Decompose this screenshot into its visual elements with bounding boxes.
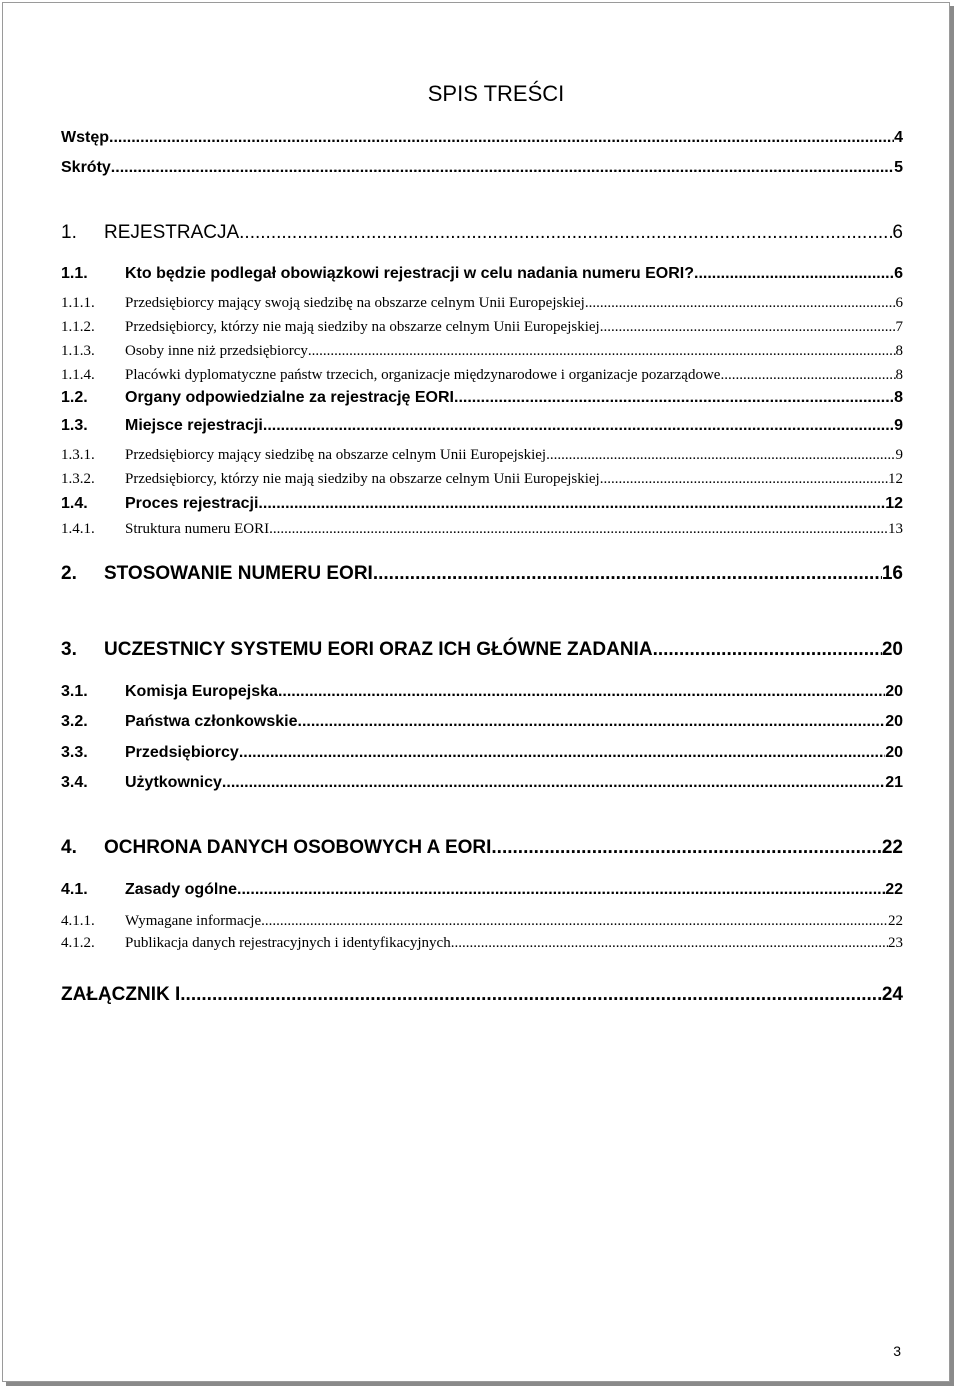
toc-entry[interactable] (61, 563, 903, 585)
toc-leader-dots (603, 471, 888, 488)
toc-entry-page: 6 (892, 222, 903, 243)
toc-entry-number: 3.2. (61, 713, 88, 730)
toc-entry-label: Przedsiębiorcy, którzy nie mają siedziby na obszarze celnym Unii Europejskiej (125, 319, 600, 335)
toc-entry-page: 8 (894, 389, 903, 406)
toc-entry-label: Wymagane informacje (125, 913, 262, 929)
toc-entry-label: STOSOWANIE NUMERU EORI (104, 563, 373, 584)
toc-entry-label: Przedsiębiorcy (125, 744, 239, 761)
toc-entry-page: 16 (881, 563, 903, 584)
toc-entry-number: 3. (61, 639, 77, 660)
toc-entry[interactable] (61, 389, 903, 407)
toc-entry[interactable] (61, 265, 903, 283)
toc-entry-page: 23 (888, 935, 903, 951)
toc-entry[interactable] (61, 159, 903, 177)
document-page (2, 2, 950, 1382)
toc-entry-number: 1.4.1. (61, 521, 95, 537)
toc-entry-number: 4.1.2. (61, 935, 95, 951)
toc-leader-dots (263, 417, 894, 435)
toc-entry-number: 1.1.4. (61, 367, 95, 383)
toc-entry-number: 1.1. (61, 265, 88, 282)
page-number: 3 (893, 1343, 901, 1359)
toc-entry-number: 3.1. (61, 683, 88, 700)
toc-entry-number: 1.4. (61, 495, 88, 512)
toc-entry-label: Przedsiębiorcy mający swoją siedzibę na obszarze celnym Unii Europejskiej (125, 295, 585, 311)
toc-entry-number: 3.3. (61, 744, 88, 761)
toc-entry[interactable] (61, 639, 903, 661)
toc-leader-dots (258, 495, 885, 513)
toc-leader-dots (237, 881, 885, 899)
toc-entry-page: 13 (888, 521, 903, 537)
toc-entry-page: 20 (885, 713, 903, 730)
toc-leader-dots (694, 265, 894, 283)
toc-entry[interactable] (61, 881, 903, 899)
toc-leader-dots (180, 984, 882, 1006)
toc-leader-dots (373, 563, 882, 585)
toc-entry[interactable] (61, 913, 903, 930)
toc-entry-number: 4. (61, 837, 77, 858)
toc-leader-dots (109, 129, 894, 147)
toc-entry[interactable] (61, 129, 903, 147)
toc-leader-dots (111, 159, 894, 177)
toc-leader-dots (585, 295, 896, 312)
toc-entry[interactable] (61, 367, 903, 384)
toc-leader-dots (451, 935, 888, 952)
toc-leader-dots (239, 744, 885, 762)
toc-entry-page: 8 (895, 367, 903, 383)
toc-entry[interactable] (61, 319, 903, 336)
toc-entry-label: Przedsiębiorcy mający siedzibę na obszarze celnym Unii Europejskiej. (125, 447, 550, 463)
toc-entry-number: 1.1.3. (61, 343, 95, 359)
toc-leader-dots (720, 367, 895, 384)
toc-entry[interactable] (61, 471, 903, 488)
toc-entry-label: Zasady ogólne (125, 881, 238, 898)
toc-entry-label: REJESTRACJA (104, 222, 240, 243)
toc-entry-label: Miejsce rejestracji (125, 417, 263, 434)
toc-entry-page: 22 (881, 837, 903, 858)
toc-entry-page: 12 (885, 495, 903, 512)
toc-entry[interactable] (61, 343, 903, 360)
toc-leader-dots (653, 639, 882, 661)
toc-entry-label: Osoby inne niż przedsiębiorcy (125, 343, 308, 359)
toc-entry-page: 22 (888, 913, 903, 929)
toc-entry-label: Proces rejestracji (125, 495, 259, 512)
toc-entry[interactable] (61, 984, 903, 1006)
toc-entry[interactable] (61, 837, 903, 859)
toc-entry-page: 6 (894, 265, 903, 282)
toc-entry-number: 3.4. (61, 774, 88, 791)
toc-entry-page: 12 (888, 471, 903, 487)
toc-leader-dots (600, 319, 896, 336)
toc-entry-label: ZAŁĄCZNIK I (61, 984, 181, 1005)
toc-leader-dots (261, 913, 888, 930)
toc-entry[interactable] (61, 713, 903, 731)
toc-entry[interactable] (61, 447, 903, 464)
toc-entry-page: 9 (895, 447, 903, 463)
toc-entry[interactable] (61, 222, 903, 244)
toc-leader-dots (239, 222, 892, 244)
toc-entry[interactable] (61, 295, 903, 312)
toc-leader-dots (491, 837, 881, 859)
toc-leader-dots (222, 774, 885, 792)
toc-entry-number: 1. (61, 222, 77, 243)
toc-leader-dots (308, 343, 896, 360)
toc-entry-page: 8 (895, 343, 903, 359)
toc-entry-number: 1.2. (61, 389, 88, 406)
toc-entry-number: 4.1. (61, 881, 88, 898)
toc-leader-dots (278, 683, 885, 701)
toc-entry-label: Kto będzie podlegał obowiązkowi rejestracji w celu nadania numeru EORI? (125, 265, 694, 282)
toc-entry-label: Struktura numeru EORI (125, 521, 270, 537)
toc-entry-page: 21 (885, 774, 903, 791)
toc-entry[interactable] (61, 495, 903, 513)
toc-entry-page: 20 (885, 683, 903, 700)
toc-entry[interactable] (61, 683, 903, 701)
toc-entry-page: 22 (885, 881, 903, 898)
toc-entry-label: Państwa członkowskie (125, 713, 298, 730)
toc-entry-number: 4.1.1. (61, 913, 95, 929)
toc-entry-number: 1.3.2. (61, 471, 95, 487)
toc-entry-number: 1.3. (61, 417, 88, 434)
toc-entry-label: Organy odpowiedzialne za rejestrację EORI (125, 389, 454, 406)
toc-entry-number: 1.1.1. (61, 295, 95, 311)
toc-leader-dots (550, 447, 896, 464)
toc-entry-number: 1.1.2. (61, 319, 95, 335)
toc-entry-number: 1.3.1. (61, 447, 95, 463)
toc-entry-label: UCZESTNICY SYSTEMU EORI ORAZ ICH GŁÓWNE ZADANIA (104, 639, 653, 660)
toc-leader-dots (298, 713, 886, 731)
toc-entry-label: Placówki dyplomatyczne państw trzecich, organizacje międzynarodowe i organizacje pozarządowe (125, 367, 721, 383)
toc-leader-dots (269, 521, 888, 538)
toc-entry-label: Użytkownicy (125, 774, 222, 791)
toc-entry-number: 2. (61, 563, 77, 584)
toc-entry[interactable] (61, 521, 903, 538)
table-of-contents (3, 3, 949, 1381)
toc-entry-page: 20 (881, 639, 903, 660)
toc-entry-label: Komisja Europejska (125, 683, 278, 700)
toc-entry-label: Przedsiębiorcy, którzy nie mają siedziby na obszarze celnym Unii Europejskiej. (125, 471, 604, 487)
toc-entry-page: 9 (894, 417, 903, 434)
toc-entry-label: Publikacja danych rejestracyjnych i identyfikacyjnych (125, 935, 451, 951)
toc-entry-label: Wstęp (61, 129, 109, 146)
page-title: SPIS TREŚCI (427, 81, 565, 106)
toc-entry-page: 6 (895, 295, 903, 311)
toc-entry-label: OCHRONA DANYCH OSOBOWYCH A EORI (104, 837, 492, 858)
toc-entry-page: 24 (881, 984, 903, 1005)
toc-entry[interactable] (61, 774, 903, 792)
toc-entry[interactable] (61, 744, 903, 762)
toc-entry-page: 4 (894, 129, 903, 146)
toc-entry-page: 20 (885, 744, 903, 761)
toc-entry-page: 7 (895, 319, 903, 335)
toc-entry-page: 5 (894, 159, 903, 176)
toc-entry[interactable] (61, 417, 903, 435)
toc-entry[interactable] (61, 935, 903, 952)
toc-entry-label: Skróty (61, 159, 111, 176)
toc-leader-dots (454, 389, 894, 407)
